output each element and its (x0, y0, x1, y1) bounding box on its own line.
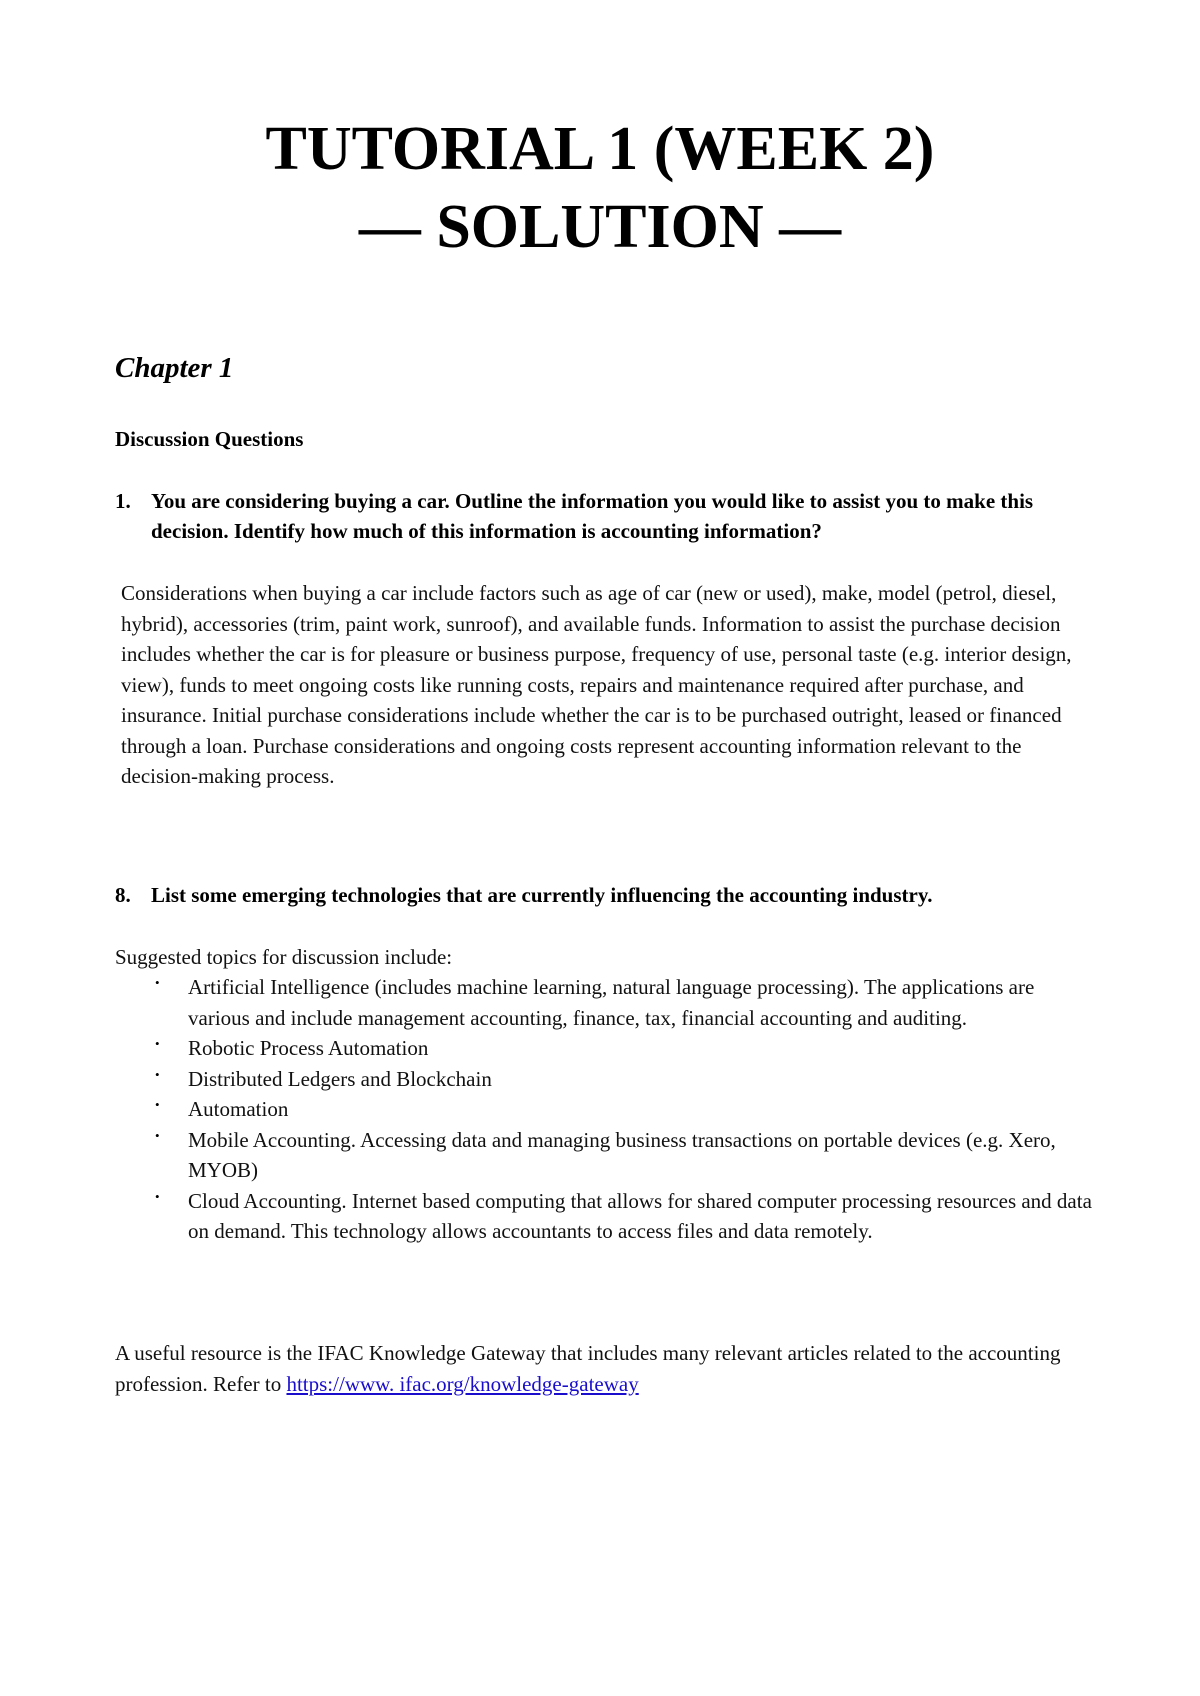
question-1 (115, 486, 1105, 546)
question-8-text: List some emerging technologies that are currently influencing the accounting industry. (151, 883, 933, 907)
question-8-number: 8. (115, 883, 131, 907)
list-item (115, 1186, 1100, 1247)
bullet-icon: • (155, 1097, 160, 1112)
ifac-gateway-link[interactable]: https://www. ifac.org/knowledge-gateway (286, 1371, 639, 1396)
list-item (115, 972, 1100, 1033)
list-item-text: Cloud Accounting. Internet based computing that allows for shared computer processing resources and data on demand. This technology allows accountants to access files and data remotely. (188, 1188, 1092, 1243)
list-item-text: Robotic Process Automation (188, 1036, 429, 1060)
question-8 (115, 880, 1105, 910)
bullet-icon: • (155, 975, 160, 990)
technology-list (115, 972, 1100, 1247)
section-heading: Discussion Questions (115, 427, 304, 451)
chapter-heading: Chapter 1 (115, 352, 234, 384)
bullet-icon: • (155, 1066, 160, 1082)
question-1-number: 1. (115, 489, 131, 513)
list-item-text: Artificial Intelligence (includes machine learning, natural language processing). The applications are various and include management accounting, finance, tax, financial accounting and auditing. (188, 975, 1035, 1030)
list-item-text: Distributed Ledgers and Blockchain (188, 1066, 492, 1091)
list-item-text: Mobile Accounting. Accessing data and managing business transactions on portable devices (e.g. Xero, MYOB) (188, 1127, 1056, 1182)
resource-paragraph (115, 1338, 1095, 1399)
list-item (115, 1033, 1100, 1064)
question-1-answer: Considerations when buying a car include factors such as age of car (new or used), make, model (petrol, diesel, hybrid), accessories (trim, paint work, sunroof), and available funds. Information to assist the purchase decision includes whether the car is for pleasure or business purpose, frequency of use, personal taste (e.g. interior design, view), funds to meet ongoing costs like running costs, repairs and maintenance required after purchase, and insurance. Initial purchase considerations include whether the car is to be purchased outright, leased or financed through a loan. Purchase considerations and ongoing costs represent accounting information relevant to the decision-making process. (121, 581, 1072, 788)
bullet-icon: • (155, 1188, 160, 1204)
bullet-icon: • (155, 1127, 160, 1143)
list-item (115, 1094, 1100, 1125)
title-line-1: TUTORIAL 1 (WEEK 2) (265, 115, 935, 183)
list-item (115, 1064, 1100, 1095)
document-title (0, 110, 1200, 266)
title-line-2: — SOLUTION — (358, 193, 842, 261)
question-1-text: You are considering buying a car. Outline the information you would like to assist you to make this decision. Identify how much of this information is accounting information? (151, 489, 1034, 543)
list-item (115, 1125, 1100, 1186)
question-8-intro: Suggested topics for discussion include: (115, 945, 453, 969)
resource-text: A useful resource is the IFAC Knowledge Gateway that includes many relevant articles related to the accounting profession. Refer to (115, 1341, 1061, 1396)
bullet-icon: • (155, 1036, 160, 1051)
list-item-text: Automation (188, 1097, 289, 1121)
